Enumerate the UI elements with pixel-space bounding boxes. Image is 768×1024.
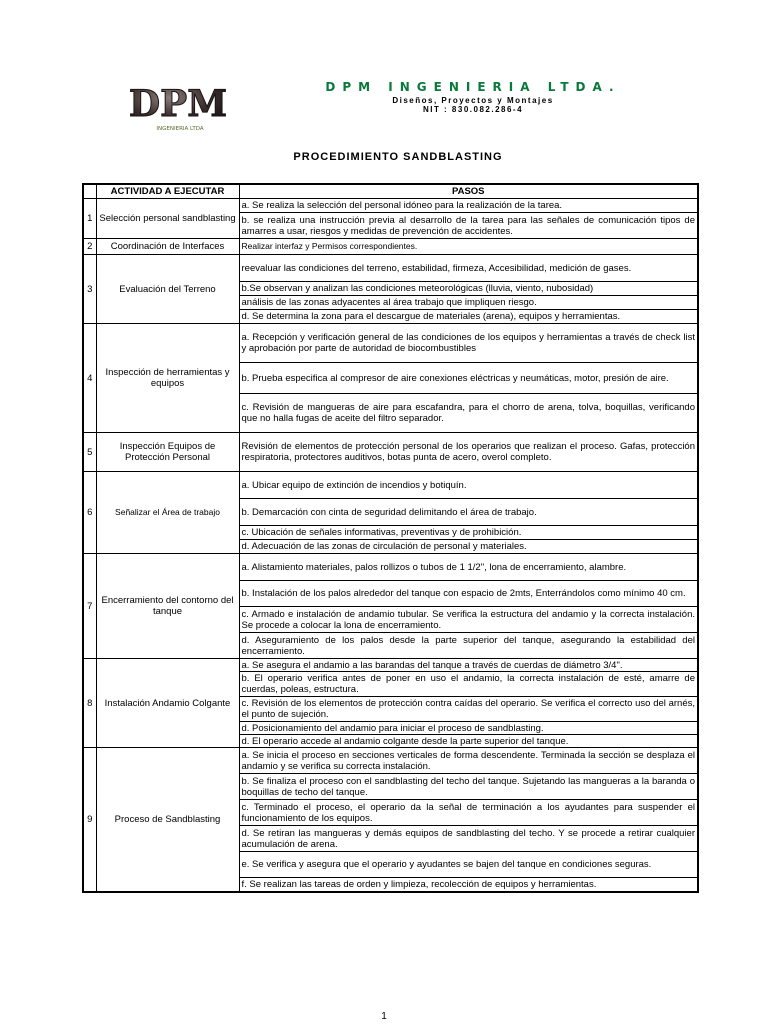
row-step: reevaluar las condiciones del terreno, estabilidad, firmeza, Accesibilidad, medición de gases. xyxy=(239,255,698,282)
row-step: a. Se asegura el andamio a las barandas del tanque a través de cuerdas de diámetro 3/4". xyxy=(239,659,698,672)
row-step: b.Se observan y analizan las condiciones meteorológicas (lluvia, viento, nubosidad) xyxy=(239,282,698,296)
row-activity: Inspección Equipos de Protección Personal xyxy=(96,433,239,472)
row-activity: Instalación Andamio Colgante xyxy=(96,659,239,748)
document-title: PROCEDIMIENTO SANDBLASTING xyxy=(293,151,503,163)
row-step: b. Instalación de los palos alrededor del tanque con espacio de 2mts, Enterrándolos como mínimo 40 cm. xyxy=(239,581,698,607)
row-step: d. El operario accede al andamio colgante desde la parte superior del tanque. xyxy=(239,735,698,748)
company-name: DPM INGENIERIA LTDA. xyxy=(325,80,621,94)
row-step: Realizar interfaz y Permisos correspondientes. xyxy=(239,239,698,255)
header-activity: ACTIVIDAD A EJECUTAR xyxy=(96,184,239,199)
row-number: 2 xyxy=(83,239,96,255)
row-activity: Evaluación del Terreno xyxy=(96,255,239,324)
row-step: b. Se finaliza el proceso con el sandblasting del techo del tanque. Sujetando las mangueras a la baranda o boquillas de techo del tanque. xyxy=(239,774,698,800)
table-row xyxy=(83,324,698,363)
row-step: a. Se realiza la selección del personal idóneo para la realización de la tarea. xyxy=(239,199,698,213)
company-nit: NIT : 830.082.286-4 xyxy=(422,105,524,114)
row-step: a. Se inicia el proceso en secciones verticales de forma descendente. Terminada la sección se desplaza el andamio y se verifica su correcta instalación. xyxy=(239,748,698,774)
row-number: 9 xyxy=(83,748,96,893)
header-num xyxy=(83,184,96,199)
table-header-row xyxy=(83,184,698,199)
procedure-table xyxy=(82,183,699,893)
row-step: Revisión de elementos de protección personal de los operarios que realizan el proceso. Gafas, protección respiratoria, protectores auditivos, botas punta de acero, overol completo. xyxy=(239,433,698,472)
row-step: c. Revisión de mangueras de aire para escafandra, para el chorro de arena, tolva, boquillas, verificando que no halla fugas de aceite del filtro separador. xyxy=(239,394,698,433)
row-step: análisis de las zonas adyacentes al área trabajo que impliquen riesgo. xyxy=(239,296,698,310)
row-step: b. Prueba especifica al compresor de aire conexiones eléctricas y neumáticas, motor, presión de aire. xyxy=(239,363,698,394)
table-row xyxy=(83,239,698,255)
table-row xyxy=(83,433,698,472)
row-step: d. Adecuación de las zonas de circulación de personal y materiales. xyxy=(239,540,698,554)
row-step: b. se realiza una instrucción previa al desarrollo de la tarea para las señales de comunicación tipos de amarres a usar, riesgos y medidas de prevención de accidentes. xyxy=(239,213,698,239)
row-activity: Encerramiento del contorno del tanque xyxy=(96,554,239,659)
row-step: c. Terminado el proceso, el operario da la señal de terminación a los ayudantes para suspender el funcionamiento de los equipos. xyxy=(239,800,698,826)
table-row xyxy=(83,472,698,499)
row-activity: Inspección de herramientas y equipos xyxy=(96,324,239,433)
row-number: 1 xyxy=(83,199,96,239)
row-step: d. Posicionamiento del andamio para iniciar el proceso de sandblasting. xyxy=(239,722,698,735)
header-steps: PASOS xyxy=(239,184,698,199)
company-header xyxy=(290,80,656,114)
row-step: a. Alistamiento materiales, palos rollizos o tubos de 1 1/2", lona de encerramiento, alambre. xyxy=(239,554,698,581)
row-step: b. El operario verifica antes de poner en uso el andamio, la correcta instalación de esté, amarre de cuerdas, poleas, estructura. xyxy=(239,672,698,697)
row-step: c. Revisión de los elementos de protección contra caídas del operario. Se verifica el correcto uso del arnés, el punto de sujeción. xyxy=(239,697,698,722)
row-step: a. Ubicar equipo de extinción de incendios y botiquín. xyxy=(239,472,698,499)
row-number: 5 xyxy=(83,433,96,472)
row-activity: Proceso de Sandblasting xyxy=(96,748,239,893)
row-activity: Coordinación de Interfaces xyxy=(96,239,239,255)
table-row xyxy=(83,554,698,581)
row-number: 8 xyxy=(83,659,96,748)
row-step: d. Se retiran las mangueras y demás equipos de sandblasting del techo. Y se procede a retirar cualquier acumulación de arena. xyxy=(239,826,698,852)
row-step: e. Se verifica y asegura que el operario y ayudantes se bajen del tanque en condiciones seguras. xyxy=(239,852,698,878)
row-step: c. Ubicación de señales informativas, preventivas y de prohibición. xyxy=(239,526,698,540)
company-tagline: Diseños, Proyectos y Montajes xyxy=(392,96,554,105)
table-row xyxy=(83,199,698,213)
company-logo xyxy=(128,78,229,134)
row-number: 4 xyxy=(83,324,96,433)
row-step: a. Recepción y verificación general de las condiciones de los equipos y herramientas a través de check list y aprobación por parte de autoridad de biocombustibles xyxy=(239,324,698,363)
svg-text:INGENIERIA LTDA: INGENIERIA LTDA xyxy=(156,126,204,132)
table-row xyxy=(83,748,698,774)
row-step: f. Se realizan las tareas de orden y limpieza, recolección de equipos y herramientas. xyxy=(239,878,698,893)
row-number: 3 xyxy=(83,255,96,324)
row-activity: Señalizar el Área de trabajo xyxy=(96,472,239,554)
row-number: 7 xyxy=(83,554,96,659)
svg-text:DPM: DPM xyxy=(128,83,228,125)
row-step: d. Se determina la zona para el descargue de materiales (arena), equipos y herramientas. xyxy=(239,310,698,324)
row-step: c. Armado e instalación de andamio tubular. Se verifica la estructura del andamio y la correcta instalación. Se procede a colocar la lona de encerramiento. xyxy=(239,607,698,633)
row-activity: Selección personal sandblasting xyxy=(96,199,239,239)
row-step: d. Aseguramiento de los palos desde la parte superior del tanque, asegurando la estabilidad del encerramiento. xyxy=(239,633,698,659)
table-row xyxy=(83,255,698,282)
dpm-logo-icon xyxy=(128,78,229,134)
table-row xyxy=(83,659,698,672)
page-number: 1 xyxy=(381,1011,387,1022)
row-number: 6 xyxy=(83,472,96,554)
row-step: b. Demarcación con cinta de seguridad delimitando el área de trabajo. xyxy=(239,499,698,526)
